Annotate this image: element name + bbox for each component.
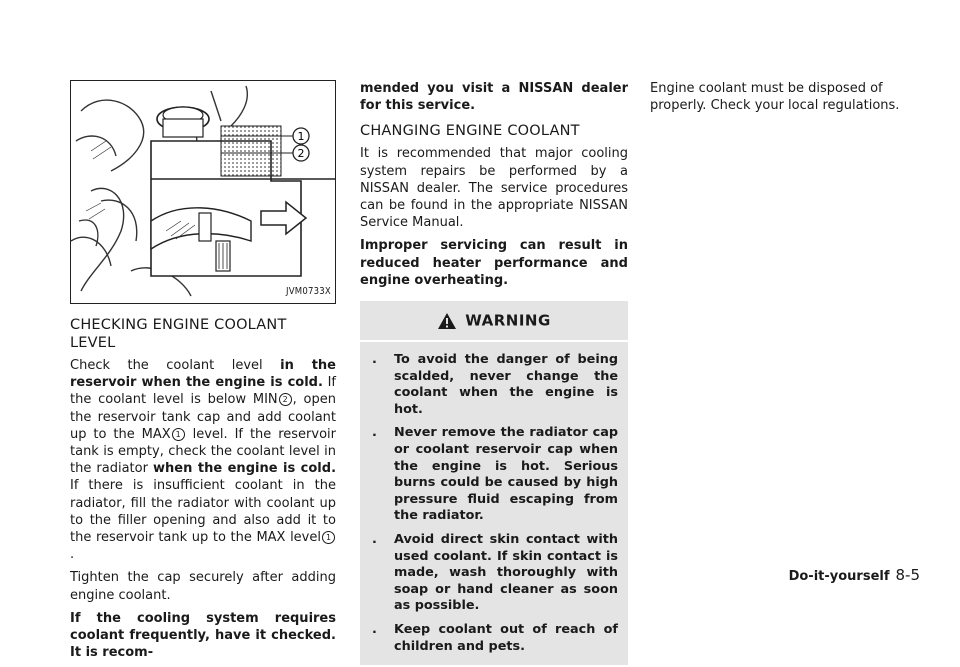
bullet: .	[372, 352, 377, 368]
callout-2-label: 2	[297, 147, 305, 160]
paragraph-cooling-system-check-cont	[360, 80, 628, 114]
section-heading-changing-coolant: CHANGING ENGINE COOLANT	[360, 123, 580, 140]
warning-item-text: Keep coolant out of reach of children and pets.	[394, 621, 618, 654]
footer-section-name: Do-it-yourself	[788, 569, 890, 584]
warning-header	[360, 301, 628, 342]
paragraph-disposal: Engine coolant must be disposed of properly. Check your local regulations.	[650, 81, 900, 114]
column-middle	[360, 80, 628, 665]
text-span: If the coolant level is below MIN	[70, 375, 336, 408]
bullet: .	[372, 425, 377, 441]
warning-item-text: To avoid the danger of being scalded, never change the coolant when the engine is hot.	[394, 352, 618, 417]
section-heading-checking-coolant: CHECKING ENGINE COOLANT LEVEL	[70, 317, 287, 351]
text-span: If there is insufficient coolant in the radiator, fill the radiator with coolant up to the filler opening and also add it to the reservoir tank up to the MAX level	[70, 478, 336, 546]
paragraph-improper-servicing	[360, 237, 628, 289]
warning-item-text: Avoid direct skin contact with used coolant. If skin contact is made, wash thoroughly with soap or hand cleaner as soon as possible.	[394, 531, 618, 614]
warning-item	[370, 622, 618, 655]
paragraph-major-repairs: It is recommended that major cooling system repairs be performed by a NISSAN dealer. The service procedures can be found in the appropriate NISSAN Service Manual.	[360, 146, 628, 231]
warning-list	[370, 352, 618, 655]
bold-text-part2: mended you visit a NISSAN dealer for this service.	[360, 81, 628, 114]
callout-1-label: 1	[297, 130, 305, 143]
page-number: 8-5	[895, 566, 920, 584]
figure-code: JVM0733X	[286, 285, 331, 297]
bullet: .	[372, 621, 377, 637]
page-footer	[789, 566, 920, 584]
coolant-reservoir-illustration	[70, 80, 336, 304]
text-span: Check the coolant level	[70, 358, 281, 373]
marker-1: 1	[322, 531, 335, 544]
bold-text: when the engine is cold.	[153, 461, 337, 477]
paragraph-tighten-cap: Tighten the cap securely after adding engine coolant.	[70, 570, 336, 603]
paragraph-checking-coolant	[70, 357, 336, 563]
column-right	[650, 80, 920, 120]
paragraph-cooling-system-check	[70, 610, 336, 662]
text-span: .	[70, 547, 75, 563]
text-span: level. If the reservoir tank is empty, check the coolant level in the radiator	[70, 426, 336, 477]
warning-item	[370, 532, 618, 615]
text-span: , open the reservoir tank cap and add coolant up to the MAX	[70, 392, 336, 442]
bold-text: Improper servicing can result in reduced heater performance and engine overheating.	[360, 238, 628, 288]
marker-1: 1	[172, 428, 185, 441]
warning-triangle-icon	[437, 312, 457, 330]
engine-bay-drawing	[71, 81, 335, 303]
warning-item	[370, 425, 618, 525]
warning-title: WARNING	[465, 311, 551, 330]
warning-item	[370, 352, 618, 418]
marker-2: 2	[279, 393, 292, 406]
bullet: .	[372, 531, 377, 547]
bold-text-part1: If the cooling system requires coolant frequently, have it checked. It is recom-	[70, 610, 336, 661]
bold-text: in the reservoir when the engine is cold.	[70, 358, 336, 391]
warning-item-text: Never remove the radiator cap or coolant reservoir cap when the engine is hot. Serious burns could be caused by high pressure fluid escaping from the radiator.	[394, 425, 618, 524]
column-left	[70, 80, 336, 667]
